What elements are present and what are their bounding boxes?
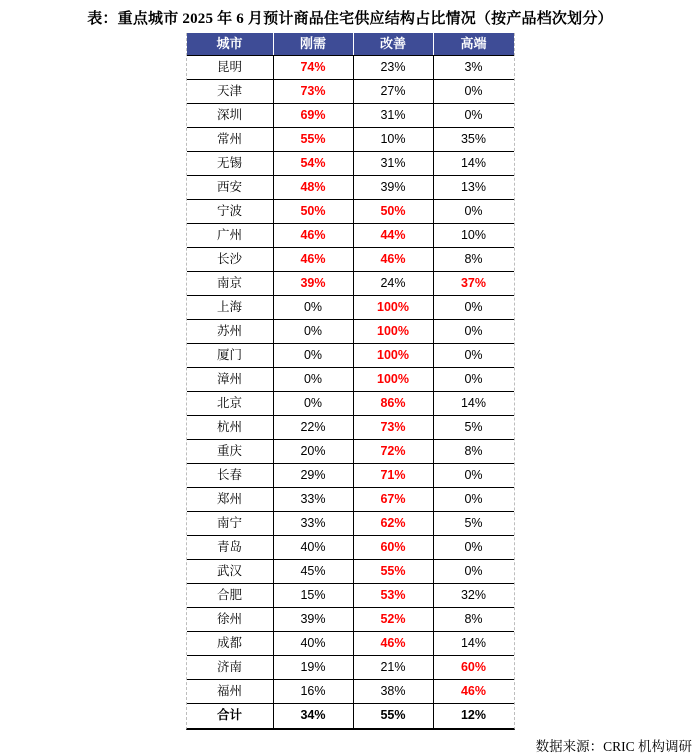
value-cell: 31% xyxy=(354,152,434,175)
value-cell: 0% xyxy=(464,300,483,314)
value-cell: 69% xyxy=(274,104,354,127)
city-cell: 上海 xyxy=(187,296,274,319)
value-cell: 73% xyxy=(274,80,354,103)
value-cell: 34% xyxy=(274,704,354,728)
city-cell: 深圳 xyxy=(187,104,274,127)
city-cell: 北京 xyxy=(187,392,274,415)
city-cell: 徐州 xyxy=(187,608,274,631)
value-cell: 5% xyxy=(464,516,483,530)
city-cell: 宁波 xyxy=(187,200,274,223)
value-cell: 44% xyxy=(354,224,434,247)
table-row xyxy=(187,488,514,512)
table-row xyxy=(187,512,514,536)
column-header: 改善 xyxy=(354,33,434,55)
value-cell: 72% xyxy=(354,440,434,463)
table-row xyxy=(187,632,514,656)
value-cell: 38% xyxy=(354,680,434,703)
data-source: 数据来源：CRIC 机构调研 xyxy=(535,739,692,754)
value-cell: 8% xyxy=(464,444,483,458)
value-cell: 31% xyxy=(354,104,434,127)
city-cell: 厦门 xyxy=(187,344,274,367)
table-row xyxy=(187,152,514,176)
value-cell: 5% xyxy=(464,420,483,434)
city-cell: 杭州 xyxy=(187,416,274,439)
table-row xyxy=(187,80,514,104)
value-cell: 13% xyxy=(460,180,487,194)
value-cell: 100% xyxy=(354,296,434,319)
value-cell: 22% xyxy=(274,416,354,439)
value-cell: 55% xyxy=(274,128,354,151)
value-cell: 55% xyxy=(354,560,434,583)
table-row xyxy=(187,176,514,200)
value-cell: 40% xyxy=(274,536,354,559)
value-cell: 86% xyxy=(354,392,434,415)
value-cell: 3% xyxy=(464,60,483,74)
value-cell: 46% xyxy=(460,684,487,698)
city-cell: 青岛 xyxy=(187,536,274,559)
table-row xyxy=(187,416,514,440)
city-cell: 合肥 xyxy=(187,584,274,607)
value-cell: 27% xyxy=(354,80,434,103)
value-cell: 0% xyxy=(464,540,483,554)
total-row xyxy=(187,704,514,728)
city-cell: 济南 xyxy=(187,656,274,679)
city-cell: 苏州 xyxy=(187,320,274,343)
table-row xyxy=(187,296,514,320)
value-cell: 14% xyxy=(460,156,487,170)
column-header: 城市 xyxy=(187,33,274,55)
value-cell: 15% xyxy=(274,584,354,607)
supply-structure-table xyxy=(186,33,515,730)
table-header xyxy=(187,33,514,55)
value-cell: 0% xyxy=(464,84,483,98)
value-cell: 0% xyxy=(274,392,354,415)
value-cell: 53% xyxy=(354,584,434,607)
value-cell: 0% xyxy=(464,372,483,386)
table-row xyxy=(187,272,514,296)
table-row xyxy=(187,392,514,416)
column-header: 高端 xyxy=(434,33,514,55)
table-row xyxy=(187,584,514,608)
city-cell: 长春 xyxy=(187,464,274,487)
value-cell: 8% xyxy=(464,252,483,266)
value-cell: 0% xyxy=(464,348,483,362)
value-cell: 16% xyxy=(274,680,354,703)
value-cell: 24% xyxy=(354,272,434,295)
city-cell: 福州 xyxy=(187,680,274,703)
city-cell: 长沙 xyxy=(187,248,274,271)
value-cell: 45% xyxy=(274,560,354,583)
value-cell: 0% xyxy=(274,320,354,343)
table-body xyxy=(187,55,514,728)
city-cell: 合计 xyxy=(187,704,274,728)
table-row xyxy=(187,56,514,80)
city-cell: 成都 xyxy=(187,632,274,655)
city-cell: 无锡 xyxy=(187,152,274,175)
city-cell: 武汉 xyxy=(187,560,274,583)
table-row xyxy=(187,656,514,680)
value-cell: 37% xyxy=(460,276,487,290)
value-cell: 12% xyxy=(460,708,487,722)
table-row xyxy=(187,680,514,704)
value-cell: 55% xyxy=(354,704,434,728)
city-cell: 常州 xyxy=(187,128,274,151)
value-cell: 0% xyxy=(464,324,483,338)
value-cell: 54% xyxy=(274,152,354,175)
column-header: 刚需 xyxy=(274,33,354,55)
city-cell: 广州 xyxy=(187,224,274,247)
value-cell: 35% xyxy=(460,132,487,146)
table-title: 表：重点城市 2025 年 6 月预计商品住宅供应结构占比情况（按产品档次划分） xyxy=(87,11,613,27)
value-cell: 33% xyxy=(274,488,354,511)
value-cell: 67% xyxy=(354,488,434,511)
value-cell: 0% xyxy=(464,468,483,482)
value-cell: 39% xyxy=(274,608,354,631)
value-cell: 19% xyxy=(274,656,354,679)
value-cell: 100% xyxy=(354,320,434,343)
value-cell: 33% xyxy=(274,512,354,535)
value-cell: 100% xyxy=(354,368,434,391)
value-cell: 39% xyxy=(354,176,434,199)
city-cell: 天津 xyxy=(187,80,274,103)
value-cell: 46% xyxy=(274,224,354,247)
value-cell: 60% xyxy=(354,536,434,559)
table-row xyxy=(187,344,514,368)
value-cell: 62% xyxy=(354,512,434,535)
value-cell: 60% xyxy=(460,660,487,674)
value-cell: 52% xyxy=(354,608,434,631)
table-row xyxy=(187,104,514,128)
value-cell: 46% xyxy=(274,248,354,271)
value-cell: 10% xyxy=(354,128,434,151)
value-cell: 10% xyxy=(460,228,487,242)
value-cell: 14% xyxy=(460,396,487,410)
city-cell: 漳州 xyxy=(187,368,274,391)
value-cell: 32% xyxy=(460,588,487,602)
value-cell: 8% xyxy=(464,612,483,626)
value-cell: 73% xyxy=(354,416,434,439)
value-cell: 50% xyxy=(354,200,434,223)
table-row xyxy=(187,248,514,272)
value-cell: 71% xyxy=(354,464,434,487)
value-cell: 0% xyxy=(464,108,483,122)
value-cell: 0% xyxy=(464,564,483,578)
value-cell: 0% xyxy=(274,368,354,391)
value-cell: 50% xyxy=(274,200,354,223)
value-cell: 46% xyxy=(354,632,434,655)
table-row xyxy=(187,464,514,488)
city-cell: 南宁 xyxy=(187,512,274,535)
table-row xyxy=(187,608,514,632)
city-cell: 重庆 xyxy=(187,440,274,463)
value-cell: 0% xyxy=(274,296,354,319)
value-cell: 0% xyxy=(464,492,483,506)
city-cell: 郑州 xyxy=(187,488,274,511)
city-cell: 南京 xyxy=(187,272,274,295)
table-row xyxy=(187,128,514,152)
value-cell: 0% xyxy=(464,204,483,218)
city-cell: 昆明 xyxy=(187,56,274,79)
value-cell: 20% xyxy=(274,440,354,463)
value-cell: 29% xyxy=(274,464,354,487)
table-row xyxy=(187,320,514,344)
value-cell: 40% xyxy=(274,632,354,655)
value-cell: 74% xyxy=(274,56,354,79)
value-cell: 100% xyxy=(354,344,434,367)
value-cell: 48% xyxy=(274,176,354,199)
value-cell: 14% xyxy=(460,636,487,650)
table-row xyxy=(187,440,514,464)
value-cell: 46% xyxy=(354,248,434,271)
table-row xyxy=(187,536,514,560)
table-row xyxy=(187,368,514,392)
value-cell: 0% xyxy=(274,344,354,367)
value-cell: 23% xyxy=(354,56,434,79)
table-row xyxy=(187,224,514,248)
table-row xyxy=(187,560,514,584)
value-cell: 39% xyxy=(274,272,354,295)
table-row xyxy=(187,200,514,224)
city-cell: 西安 xyxy=(187,176,274,199)
value-cell: 21% xyxy=(354,656,434,679)
